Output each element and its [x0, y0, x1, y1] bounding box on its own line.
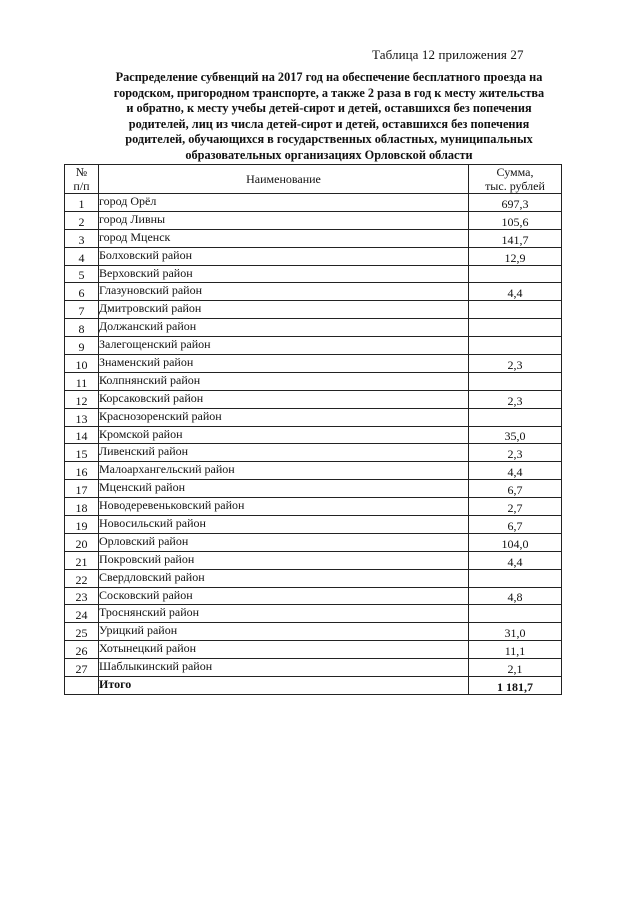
- row-name: Урицкий район: [99, 623, 469, 641]
- table-row: [65, 587, 562, 605]
- row-number: 14: [65, 426, 99, 444]
- table-body: [65, 194, 562, 677]
- title-line: и обратно, к месту учебы детей-сирот и детей, оставшихся без попечения: [126, 101, 532, 116]
- row-sum: 4,4: [469, 551, 562, 569]
- row-number: 20: [65, 533, 99, 551]
- row-name: Свердловский район: [99, 569, 469, 587]
- row-name: город Мценск: [99, 229, 469, 247]
- table-caption: Таблица 12 приложения 27: [372, 47, 524, 62]
- row-name: Хотынецкий район: [99, 641, 469, 659]
- table-row: [65, 301, 562, 319]
- header-sum: [469, 165, 562, 194]
- table-row: [65, 623, 562, 641]
- row-number: 27: [65, 659, 99, 677]
- row-sum: 141,7: [469, 229, 562, 247]
- row-sum: 6,7: [469, 480, 562, 498]
- row-name: Залегощенский район: [99, 337, 469, 355]
- title-line: Распределение субвенций на 2017 год на обеспечение бесплатного проезда на: [115, 70, 543, 84]
- row-sum: 2,3: [469, 355, 562, 373]
- row-name: Шаблыкинский район: [99, 659, 469, 677]
- table-row: [65, 569, 562, 587]
- total-label: Итого: [99, 677, 469, 695]
- table-row: [65, 319, 562, 337]
- table-row: [65, 516, 562, 534]
- table-row: [65, 247, 562, 265]
- table-row: [65, 659, 562, 677]
- row-number: 26: [65, 641, 99, 659]
- row-number: 5: [65, 265, 99, 283]
- table-row: [65, 444, 562, 462]
- row-name: Знаменский район: [99, 355, 469, 373]
- header-sum-line2: тыс. рублей: [485, 179, 545, 193]
- row-name: Троснянский район: [99, 605, 469, 623]
- row-name: Малоархангельский район: [99, 462, 469, 480]
- table-row: [65, 355, 562, 373]
- table-row: [65, 426, 562, 444]
- total-sum: 1 181,7: [469, 677, 562, 695]
- row-name: город Орёл: [99, 194, 469, 212]
- table-row: [65, 265, 562, 283]
- row-number: 25: [65, 623, 99, 641]
- total-number-cell: [65, 677, 99, 695]
- row-sum: 2,7: [469, 498, 562, 516]
- row-number: 2: [65, 211, 99, 229]
- row-number: 10: [65, 355, 99, 373]
- row-sum: [469, 408, 562, 426]
- row-number: 16: [65, 462, 99, 480]
- total-row: [65, 677, 562, 695]
- row-name: Дмитровский район: [99, 301, 469, 319]
- row-number: 12: [65, 390, 99, 408]
- row-number: 4: [65, 247, 99, 265]
- row-number: 1: [65, 194, 99, 212]
- table-row: [65, 605, 562, 623]
- title-line: образовательных организациях Орловской области: [185, 147, 473, 162]
- table-row: [65, 283, 562, 301]
- table-row: [65, 372, 562, 390]
- row-sum: 105,6: [469, 211, 562, 229]
- row-number: 15: [65, 444, 99, 462]
- header-number-line1: №: [75, 165, 88, 179]
- row-name: Колпнянский район: [99, 372, 469, 390]
- table-row: [65, 337, 562, 355]
- row-number: 7: [65, 301, 99, 319]
- header-sum-line1: Сумма,: [496, 165, 534, 179]
- row-sum: [469, 372, 562, 390]
- row-sum: [469, 337, 562, 355]
- row-sum: 2,3: [469, 444, 562, 462]
- row-sum: [469, 319, 562, 337]
- row-name: Верховский район: [99, 265, 469, 283]
- table-row: [65, 480, 562, 498]
- row-name: Новосильский район: [99, 516, 469, 534]
- row-sum: 11,1: [469, 641, 562, 659]
- row-sum: 12,9: [469, 247, 562, 265]
- row-name: Орловский район: [99, 533, 469, 551]
- title-line: городском, пригородном транспорте, а также 2 раза в год к месту жительства: [113, 85, 545, 100]
- row-name: Глазуновский район: [99, 283, 469, 301]
- table-row: [65, 551, 562, 569]
- row-number: 18: [65, 498, 99, 516]
- header-number-line2: п/п: [73, 179, 90, 193]
- row-number: 22: [65, 569, 99, 587]
- row-sum: [469, 265, 562, 283]
- header-number: [65, 165, 99, 194]
- table-row: [65, 641, 562, 659]
- row-number: 23: [65, 587, 99, 605]
- row-name: Новодеревеньковский район: [99, 498, 469, 516]
- row-number: 9: [65, 337, 99, 355]
- row-number: 17: [65, 480, 99, 498]
- row-name: Покровский район: [99, 551, 469, 569]
- row-sum: 4,8: [469, 587, 562, 605]
- title-line: родителей, лиц из числа детей-сирот и детей, оставшихся без попечения: [128, 116, 530, 131]
- row-number: 19: [65, 516, 99, 534]
- table-row: [65, 408, 562, 426]
- row-sum: 4,4: [469, 283, 562, 301]
- row-number: 6: [65, 283, 99, 301]
- row-sum: [469, 605, 562, 623]
- row-number: 21: [65, 551, 99, 569]
- row-name: Болховский район: [99, 247, 469, 265]
- row-number: 13: [65, 408, 99, 426]
- row-name: Корсаковский район: [99, 390, 469, 408]
- row-name: Мценский район: [99, 480, 469, 498]
- row-name: город Ливны: [99, 211, 469, 229]
- row-name: Сосковский район: [99, 587, 469, 605]
- row-sum: 35,0: [469, 426, 562, 444]
- row-name: Краснозоренский район: [99, 408, 469, 426]
- table-row: [65, 194, 562, 212]
- row-sum: 104,0: [469, 533, 562, 551]
- row-number: 11: [65, 372, 99, 390]
- row-sum: 4,4: [469, 462, 562, 480]
- row-sum: 2,1: [469, 659, 562, 677]
- row-number: 8: [65, 319, 99, 337]
- row-sum: 31,0: [469, 623, 562, 641]
- table-row: [65, 390, 562, 408]
- row-sum: 2,3: [469, 390, 562, 408]
- table-row: [65, 462, 562, 480]
- row-number: 24: [65, 605, 99, 623]
- row-sum: [469, 569, 562, 587]
- table-row: [65, 533, 562, 551]
- row-number: 3: [65, 229, 99, 247]
- row-name: Кромской район: [99, 426, 469, 444]
- table-row: [65, 211, 562, 229]
- row-sum: 697,3: [469, 194, 562, 212]
- row-name: Должанский район: [99, 319, 469, 337]
- table-row: [65, 498, 562, 516]
- header-name: Наименование: [99, 165, 469, 194]
- subsidy-table: [64, 164, 562, 695]
- row-name: Ливенский район: [99, 444, 469, 462]
- table-header-row: [65, 165, 562, 194]
- table-row: [65, 229, 562, 247]
- row-sum: 6,7: [469, 516, 562, 534]
- row-sum: [469, 301, 562, 319]
- title-line: родителей, обучающихся в государственных областных, муниципальных: [125, 132, 533, 147]
- document-title: [90, 70, 568, 164]
